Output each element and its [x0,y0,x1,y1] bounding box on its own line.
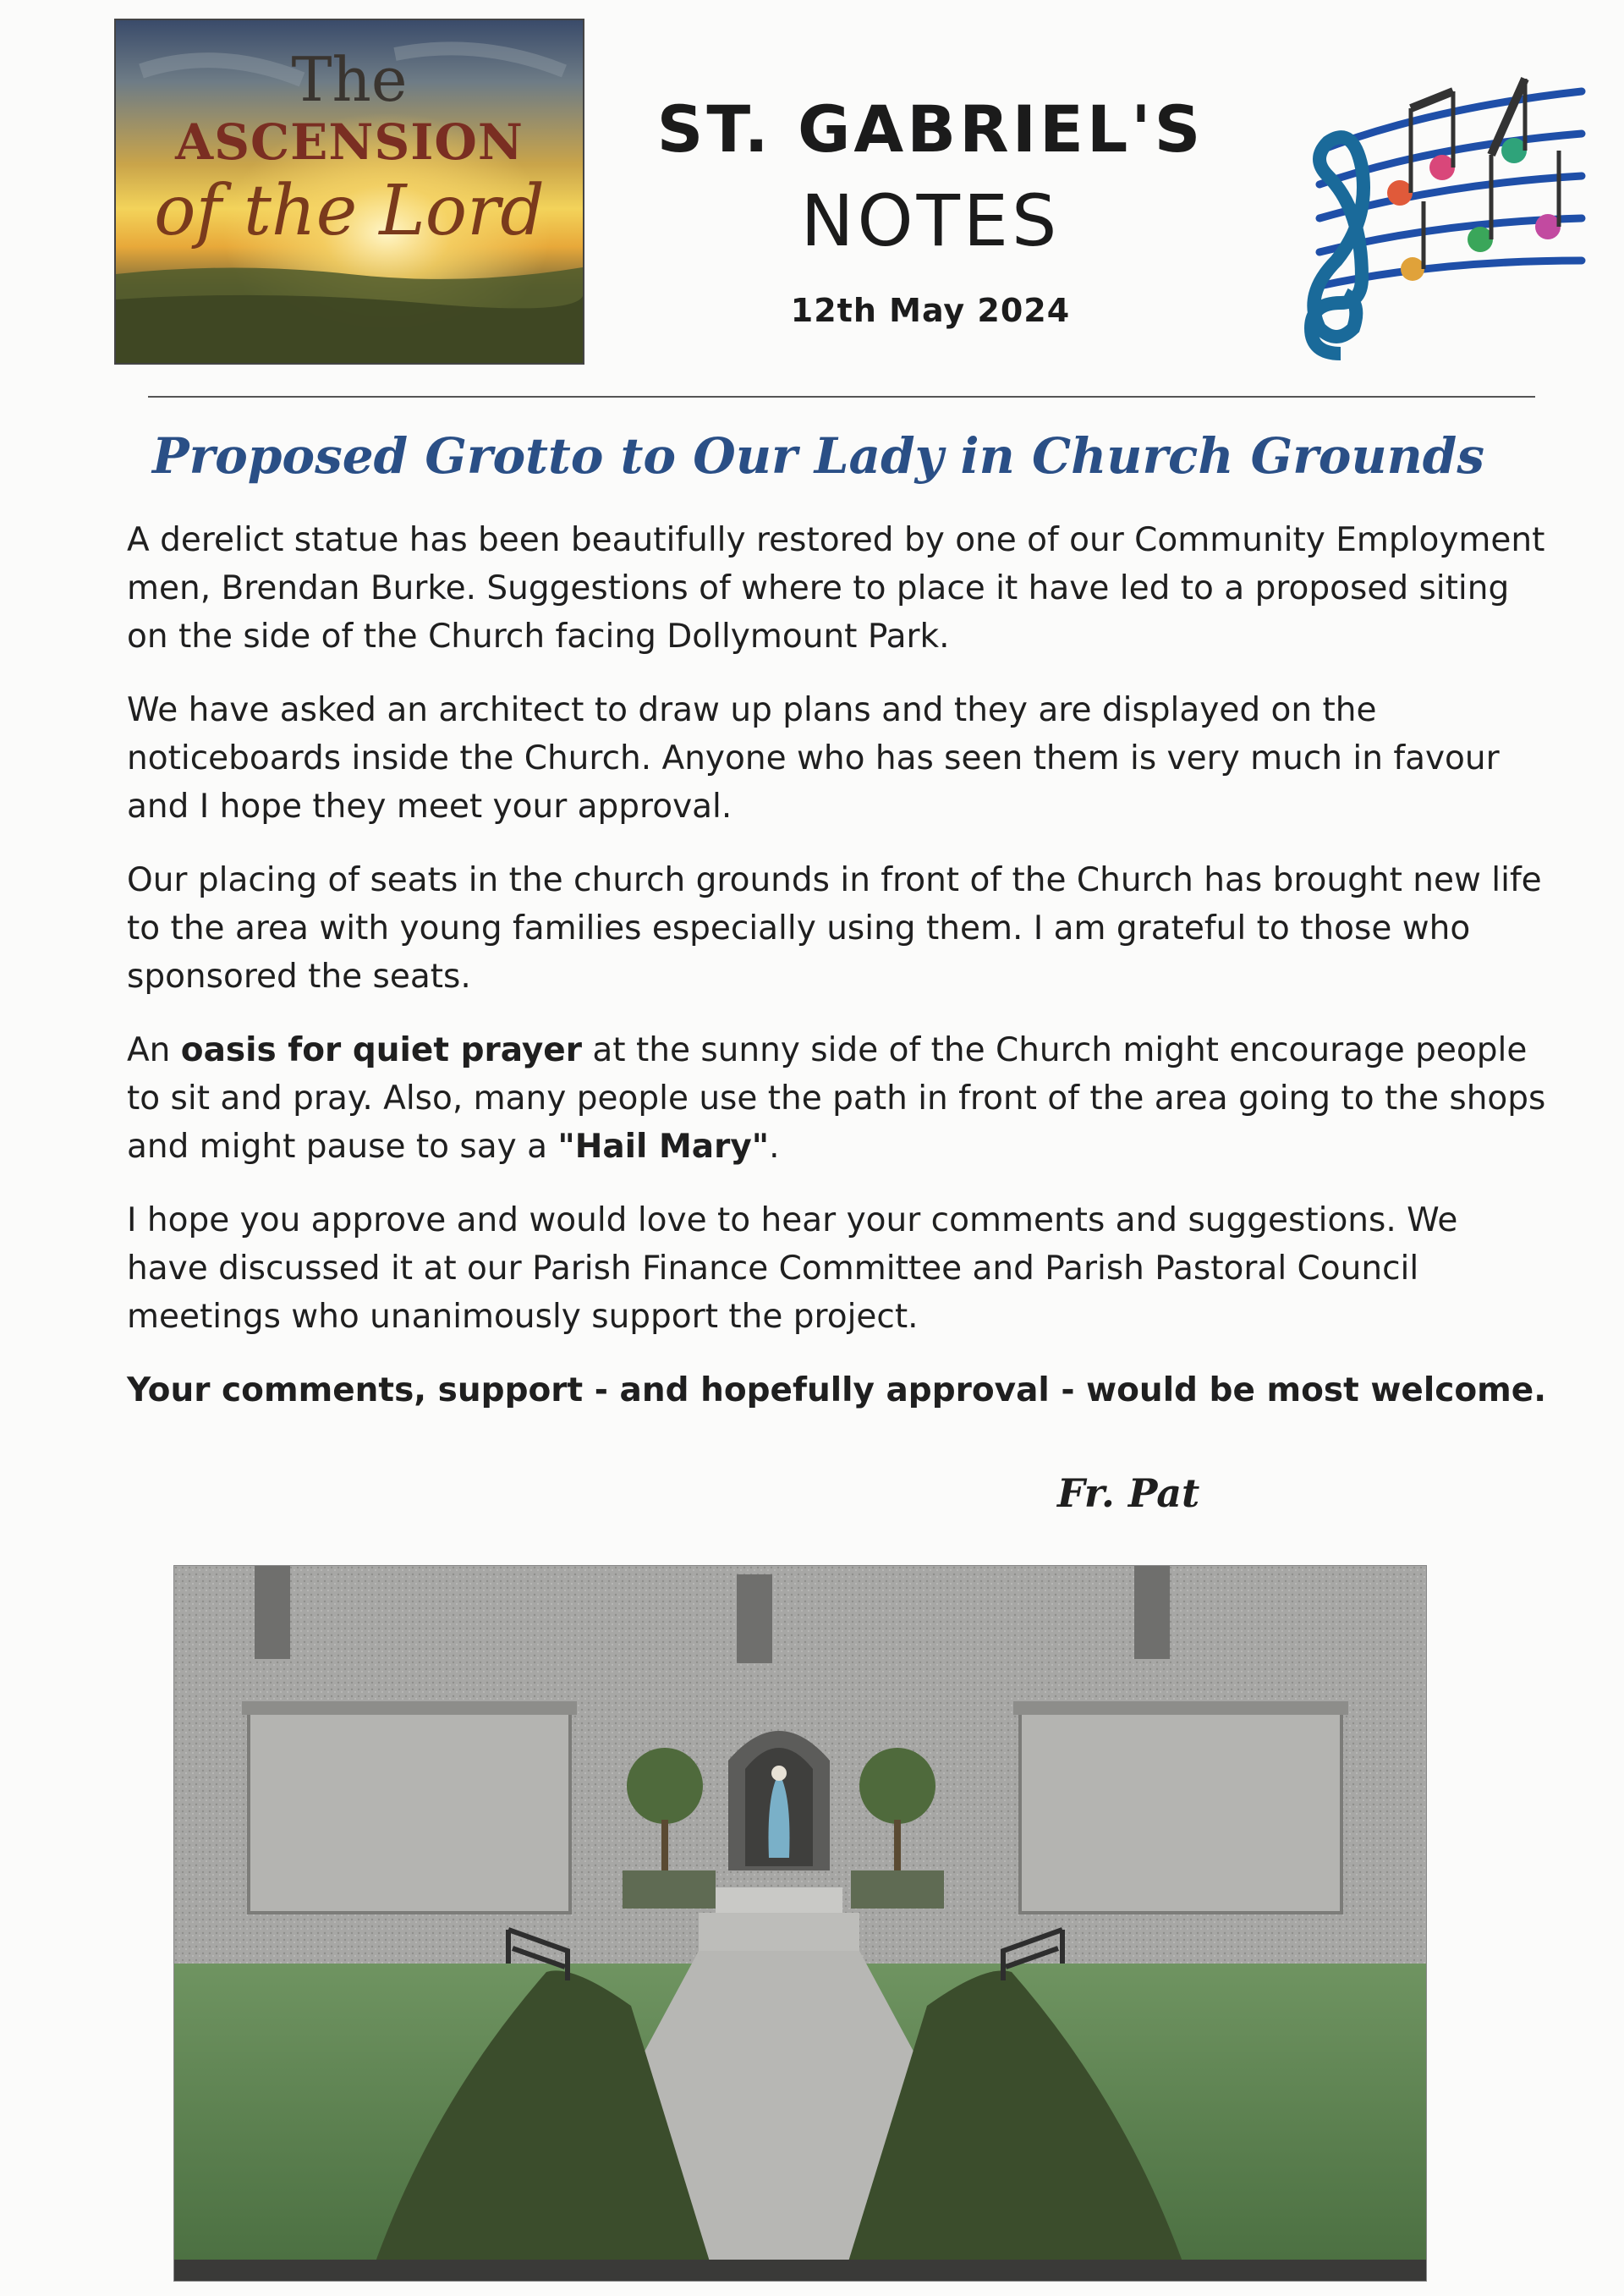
article-paragraph-1: A derelict statue has been beautifully restored by one of our Community Employment men, Brendan Burke. Suggestions of where to place it have led to a proposed siting on the side of the Church facing Dollymount Park. [127,521,1545,656]
feast-title-of-the-lord: of the Lord [154,171,545,251]
grotto-architect-rendering [173,1565,1427,2282]
article-body [127,516,1548,1440]
article-headline: Proposed Grotto to Our Lady in Church Grounds [152,427,1485,485]
feast-title-the: The [291,44,408,115]
music-notes-clipart [1260,74,1599,371]
article-paragraph-4 [127,1026,1548,1171]
article-closing: Your comments, support - and hopefully approval - would be most welcome. [127,1371,1547,1409]
p4-text-end: . [769,1128,780,1166]
signature: Fr. Pat [1057,1470,1200,1516]
header-divider [148,396,1535,398]
p4-quote: "Hail Mary" [557,1128,770,1166]
article-paragraph-2: We have asked an architect to draw up plans and they are displayed on the noticeboards inside the Church. Anyone who has seen them is very much in favour and I hope they meet your approval. [127,691,1500,826]
p4-text-start: An [127,1031,181,1069]
newsletter-subtitle: NOTES [800,179,1061,262]
newsletter-title: ST. GABRIEL'S [656,91,1204,167]
issue-date: 12th May 2024 [790,292,1071,329]
article-paragraph-3: Our placing of seats in the church grounds in front of the Church has brought new life to the area with young families especially using them. I am grateful to those who sponsored the seats. [127,861,1542,996]
p4-text-middle: at the sunny side of the Church might encourage people to sit and pray. Also, many people use the path in front of the area going to the shops and might pause to say a [127,1031,1546,1166]
article-paragraph-5: I hope you approve and would love to hear your comments and suggestions. We have discussed it at our Parish Finance Committee and Parish Pastoral Council meetings who unanimously support the project. [127,1201,1458,1336]
feast-title-ascension: ASCENSION [175,113,524,171]
p4-emphasis: oasis for quiet prayer [180,1031,582,1069]
ascension-feast-image [114,19,584,365]
